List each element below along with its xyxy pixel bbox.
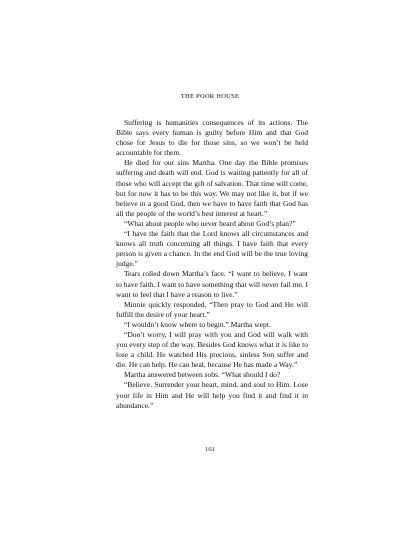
paragraph: “I wouldn’t know where to begin.” Martha wept. bbox=[124, 319, 271, 329]
paragraph: “I have the faith that the Lord knows all circumstances and knows all truth concerning all things. I have faith that every person is given a chance. In the end God will be the true loving judge.” bbox=[116, 229, 308, 269]
paragraph: Suffering is humanities consequences of its actions. The Bible says every human is guilty before Him and that God chose for Jesus to die for those sins, so we won’t be held accountable for them. bbox=[116, 118, 308, 158]
paragraph: Minnie quickly responded, “Then pray to God and He will fulfill the desire of your heart.” bbox=[116, 299, 308, 319]
page-number: 161 bbox=[205, 446, 215, 453]
running-head: THE POOR HOUSE bbox=[180, 93, 240, 100]
paragraph: “Don’t worry, I will pray with you and God will walk with you every step of the way. Besides God knows what it is like to lose a child. He watched His precious, sinless Son suffer and die. He can help. He can heal, because He has made a Way.” bbox=[116, 329, 308, 370]
paragraph: He died for our sins Martha. One day the Bible promises suffering and death will end. God is waiting patiently for all of those who will accept the gift of salvation. That time will come, but for now it has to be this way. We may not like it, but if we believe in a good God, then we have to have faith that God has all the people of the world’s best interest at heart.” bbox=[116, 158, 308, 218]
paragraph: “Believe. Surrender your heart, mind, and soul to Him. Lose your life in Him and He will help you find it and find it in abundance.” bbox=[116, 380, 308, 410]
paragraph: “What about people who never heard about God’s plan?” bbox=[124, 218, 296, 228]
paragraph: Tears rolled down Martha’s face. “I want to believe, I want to have faith. I want to have something that will never fail me. I want to feel that I have a reason to live.” bbox=[116, 269, 308, 299]
paragraph: Martha answered between sobs. “What should I do? bbox=[124, 370, 281, 380]
body-text bbox=[116, 118, 308, 411]
